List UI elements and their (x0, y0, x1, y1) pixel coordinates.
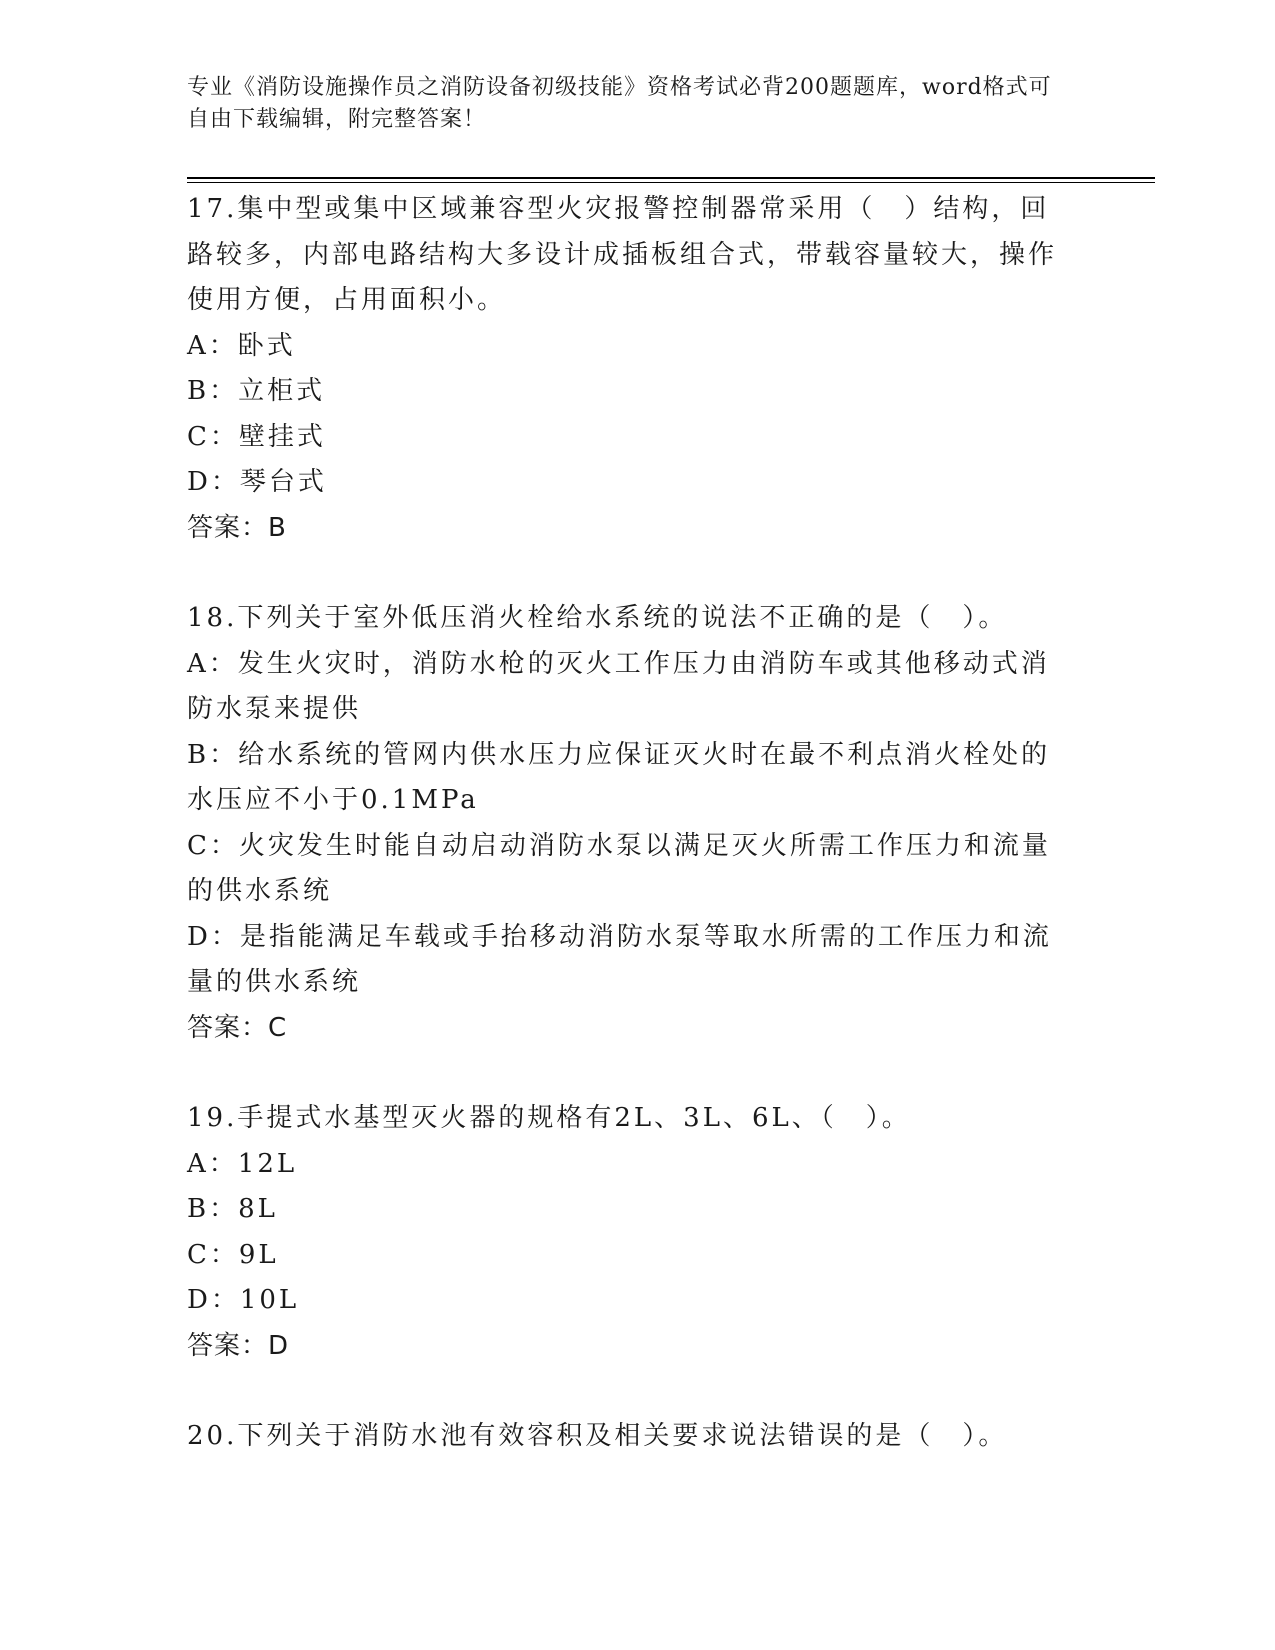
question-stem: 18.下列关于室外低压消火栓给水系统的说法不正确的是（ ）。 (187, 603, 1008, 633)
option-a: A：发生火灾时，消防水枪的灭火工作压力由消防车或其他移动式消防水泵来提供 (187, 648, 1050, 724)
question-19 (187, 1096, 1067, 1369)
header-divider-thin (187, 182, 1155, 183)
option-b: B：立柜式 (187, 376, 326, 406)
header-text: 专业《消防设施操作员之消防设备初级技能》资格考试必背200题题库，word格式可自由下载编辑，附完整答案！ (187, 75, 1052, 132)
option-a: A：卧式 (187, 330, 296, 361)
question-17 (187, 187, 1067, 551)
question-20 (187, 1414, 1067, 1460)
option-b: B：给水系统的管网内供水压力应保证灭火时在最不利点消火栓处的水压应不小于0.1MPa (187, 739, 1051, 815)
option-c: C：壁挂式 (187, 421, 326, 452)
option-c: C：火灾发生时能自动启动消防水泵以满足灭火所需工作压力和流量的供水系统 (187, 830, 1051, 906)
answer-label: 答案：D (187, 1330, 290, 1361)
question-list (187, 187, 1067, 1505)
answer-label: 答案：B (187, 512, 287, 543)
header-divider-thick (187, 177, 1155, 179)
option-c: C：9L (187, 1239, 279, 1270)
option-d: D：是指能满足车载或手抬移动消防水泵等取水所需的工作压力和流量的供水系统 (187, 921, 1052, 997)
document-header (187, 72, 1067, 136)
option-b: B：8L (187, 1194, 278, 1224)
option-d: D：10L (187, 1285, 300, 1315)
answer-label: 答案：C (187, 1012, 288, 1043)
question-18 (187, 596, 1067, 1051)
question-stem: 20.下列关于消防水池有效容积及相关要求说法错误的是（ ）。 (187, 1421, 1008, 1451)
option-d: D：琴台式 (187, 467, 327, 497)
question-stem: 17.集中型或集中区域兼容型火灾报警控制器常采用（ ）结构，回路较多，内部电路结构大多设计成插板组合式，带载容量较大，操作使用方便，占用面积小。 (187, 194, 1058, 315)
option-a: A：12L (187, 1148, 298, 1179)
question-stem: 19.手提式水基型灭火器的规格有2L、3L、6L、（ ）。 (187, 1103, 911, 1133)
